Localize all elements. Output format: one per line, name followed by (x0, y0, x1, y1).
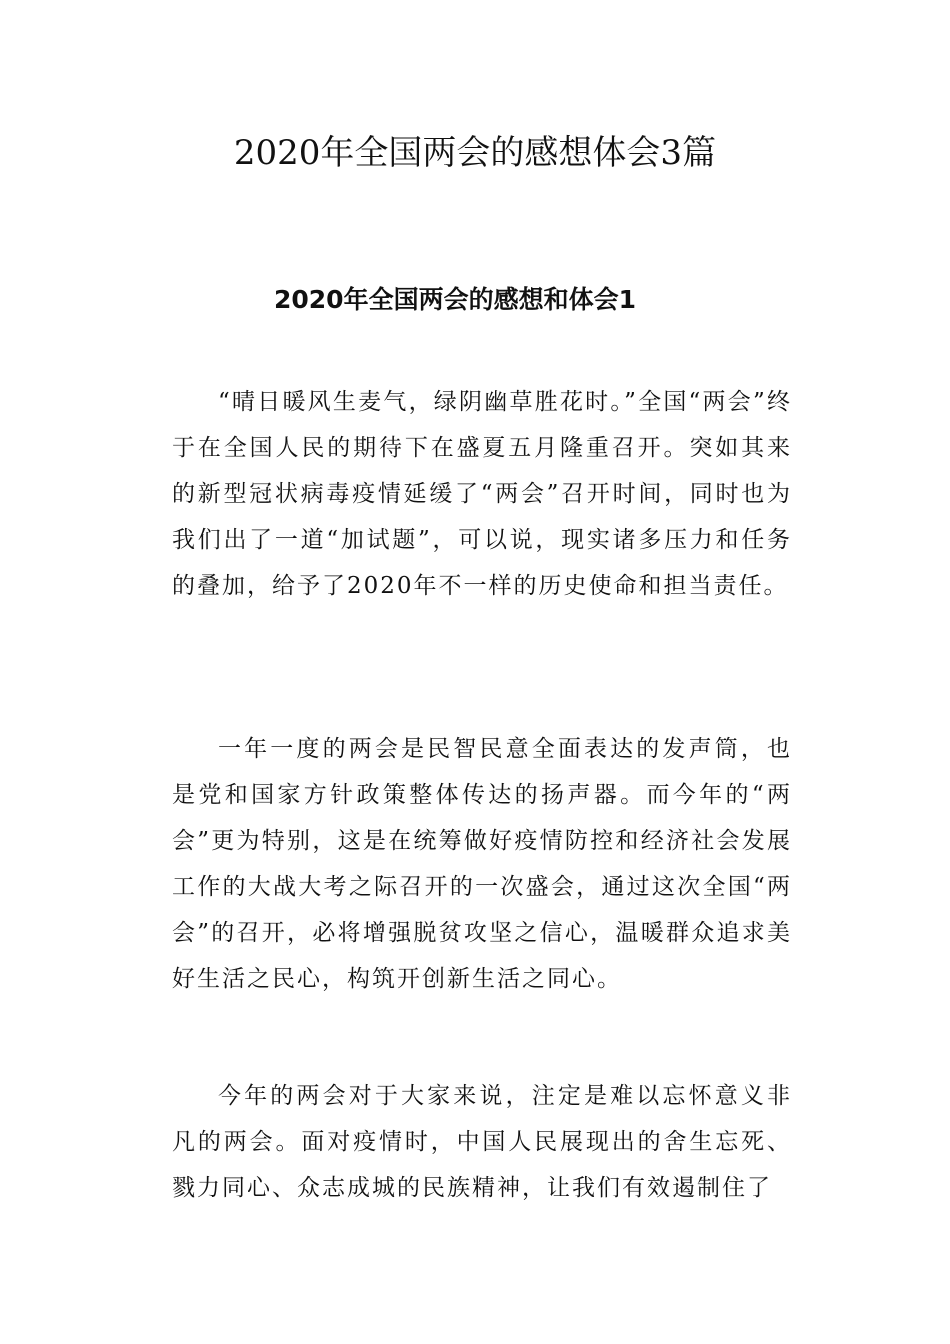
document-title: 2020年全国两会的感想体会3篇 (233, 133, 717, 173)
paragraph-3: 今年的两会对于大家来说，注定是难以忘怀意义非凡的两会。面对疫情时，中国人民展现出的舍生忘死、戮力同心、众志成城的民族精神，让我们有效遏制住了 (172, 1083, 792, 1201)
section-heading: 2020年全国两会的感想和体会1 (274, 285, 636, 314)
paragraph-2: 一年一度的两会是民智民意全面表达的发声筒，也是党和国家方针政策整体传达的扬声器。而今年的“两会”更为特别，这是在统筹做好疫情防控和经济社会发展工作的大战大考之际召开的一次盛会，通过这次全国“两会”的召开，必将增强脱贫攻坚之信心，温暖群众追求美好生活之民心，构筑开创新生活之同心。 (172, 736, 792, 992)
paragraph-1: “晴日暖风生麦气，绿阴幽草胜花时。”全国“两会”终于在全国人民的期待下在盛夏五月隆重召开。突如其来的新型冠状病毒疫情延缓了“两会”召开时间，同时也为我们出了一道“加试题”，可以说，现实诸多压力和任务的叠加，给予了2020年不一样的历史使命和担当责任。 (172, 389, 792, 599)
